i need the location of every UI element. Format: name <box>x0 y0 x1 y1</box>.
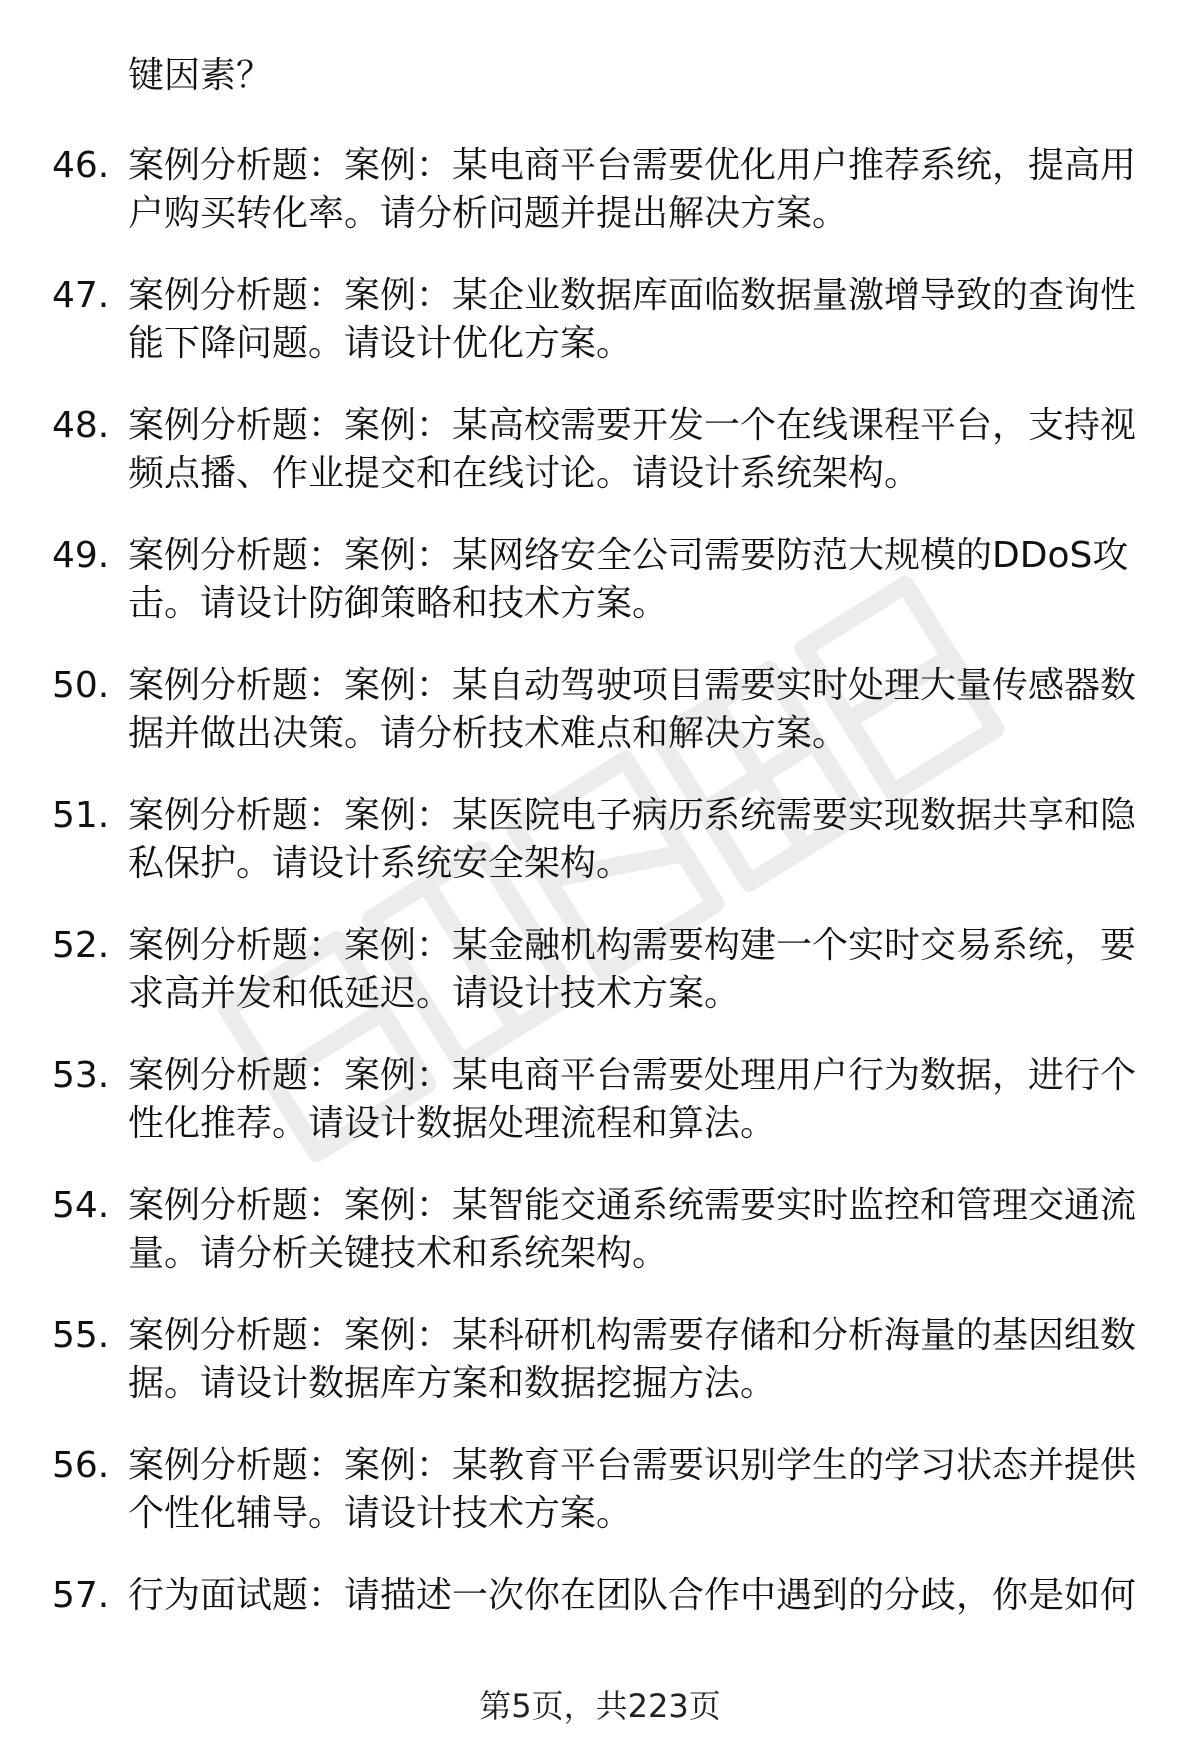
question-number: 53. <box>52 1055 110 1096</box>
question-text: 案例分析题：案例：某高校需要开发一个在线课程平台，支持视频点播、作业提交和在线讨论。请设计系统架构。 <box>128 405 1137 494</box>
question-text: 案例分析题：案例：某医院电子病历系统需要实现数据共享和隐私保护。请设计系统安全架构。 <box>128 795 1137 884</box>
question-number: 48. <box>52 405 110 446</box>
question-text: 案例分析题：案例：某网络安全公司需要防范大规模的DDoS攻击。请设计防御策略和技术方案。 <box>128 535 1129 624</box>
list-item <box>52 142 1152 238</box>
list-item <box>52 1572 1152 1620</box>
question-text: 案例分析题：案例：某企业数据库面临数据量激增导致的查询性能下降问题。请设计优化方案。 <box>128 275 1137 364</box>
question-number: 57. <box>52 1575 110 1616</box>
page-footer: 第5页，共223页 <box>479 1687 721 1725</box>
list-item <box>52 792 1152 888</box>
question-number: 52. <box>52 925 110 966</box>
list-item <box>52 1052 1152 1148</box>
list-item <box>52 662 1152 758</box>
question-number: 51. <box>52 795 110 836</box>
question-number: 50. <box>52 665 110 706</box>
list-item <box>52 922 1152 1018</box>
question-text: 案例分析题：案例：某电商平台需要优化用户推荐系统，提高用户购买转化率。请分析问题并提出解决方案。 <box>128 145 1137 234</box>
question-number: 49. <box>52 535 110 576</box>
continuation-text: 键因素？ <box>128 55 273 96</box>
list-item <box>52 272 1152 368</box>
question-number: 56. <box>52 1445 110 1486</box>
question-number: 54. <box>52 1185 110 1226</box>
question-list <box>52 142 1152 1620</box>
list-item <box>52 1182 1152 1278</box>
question-text: 案例分析题：案例：某自动驾驶项目需要实时处理大量传感器数据并做出决策。请分析技术难点和解决方案。 <box>128 665 1137 754</box>
question-text: 案例分析题：案例：某金融机构需要构建一个实时交易系统，要求高并发和低延迟。请设计技术方案。 <box>128 925 1137 1014</box>
question-text: 案例分析题：案例：某智能交通系统需要实时监控和管理交通流量。请分析关键技术和系统架构。 <box>128 1185 1137 1274</box>
question-number: 46. <box>52 145 110 186</box>
question-text: 行为面试题：请描述一次你在团队合作中遇到的分歧，你是如何 <box>128 1575 1137 1616</box>
list-item <box>52 402 1152 498</box>
question-text: 案例分析题：案例：某电商平台需要处理用户行为数据，进行个性化推荐。请设计数据处理流程和算法。 <box>128 1055 1137 1144</box>
list-item <box>52 1312 1152 1408</box>
question-text: 案例分析题：案例：某科研机构需要存储和分析海量的基因组数据。请设计数据库方案和数据挖掘方法。 <box>128 1315 1137 1404</box>
list-item <box>52 532 1152 628</box>
question-number: 55. <box>52 1315 110 1356</box>
question-text: 案例分析题：案例：某教育平台需要识别学生的学习状态并提供个性化辅导。请设计技术方案。 <box>128 1445 1137 1534</box>
document-content <box>52 52 1152 1654</box>
list-item <box>52 1442 1152 1538</box>
question-number: 47. <box>52 275 110 316</box>
